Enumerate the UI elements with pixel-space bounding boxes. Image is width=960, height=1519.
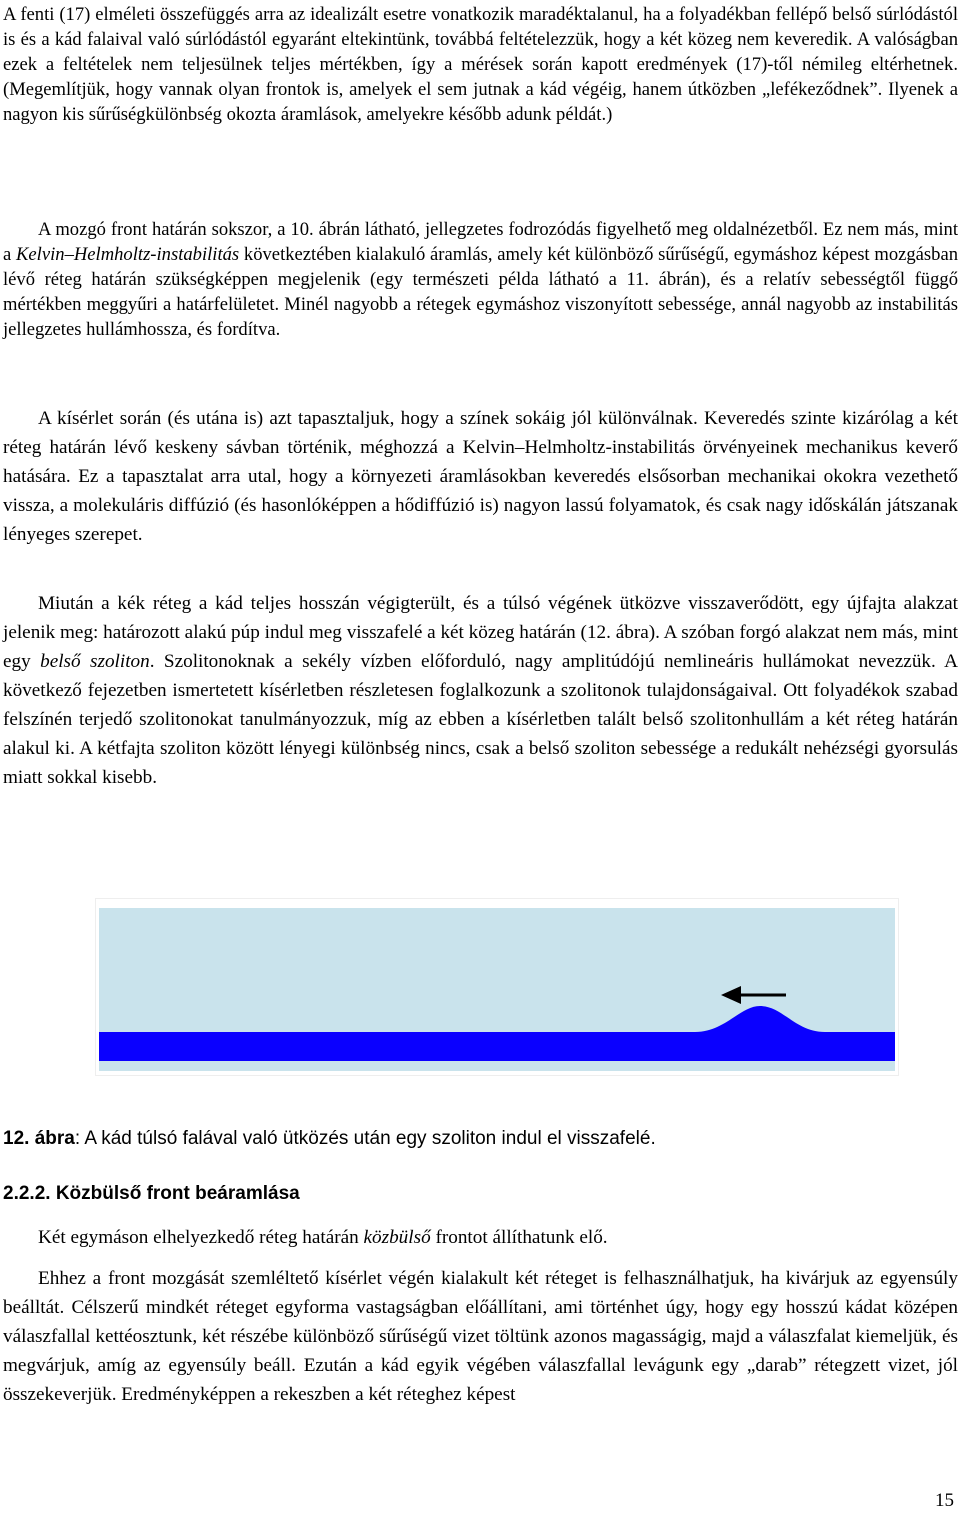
paragraph-intermediate-front: Két egymáson elhelyezkedő réteg határán közbülső frontot állíthatunk elő. xyxy=(38,1227,608,1248)
term-intermediate: közbülső xyxy=(363,1227,431,1248)
paragraph-mixing: A kísérlet során (és utána is) azt tapasztaljuk, hogy a színek sokáig jól különválnak. Keveredés szinte kizárólag a két réteg határán lévő keskeny sávban történik, méghozzá a Kelvin–Helmholtz-instabilitás örvényeinek mechanikus keverő hatására. Ez a tapasztalat arra utal, hogy a környezeti áramlásokban keveredés elsősorban mechanikai okokra vezethető vissza, a molekuláris diffúzió (és hasonlóképpen a hődiffúzió is) nagyon lassú folyamatok, és csak nagy időskálán játszanak lényeges szerepet. xyxy=(3,408,958,545)
figure-caption xyxy=(3,1126,656,1152)
page-number: 15 xyxy=(935,1490,954,1511)
soliton-illustration xyxy=(95,898,899,1076)
term-kelvin-helmholtz: Kelvin–Helmholtz-instabilitás xyxy=(16,244,240,265)
figure-label: 12. ábra xyxy=(3,1128,75,1149)
section-heading: 2.2.2. Közbülső front beáramlása xyxy=(3,1183,300,1204)
figure-caption-text: : A kád túlsó falával való ütközés után egy szoliton indul el visszafelé. xyxy=(74,1128,656,1149)
paragraph-experiment-setup: Ehhez a front mozgását szemléltető kísérlet végén kialakult két réteget is felhasználhatjuk, ha kivárjuk az egyensúly beálltát. Célszerű mindkét réteget egyforma vastagságban előállítani, ami történhet úgy, hogy egy hosszú kádat középen válaszfallal kettéosztunk, két részébe különböző sűrűségű vizet töltünk azonos magasságig, majd a válaszfalat kiemeljük, és megvárjuk, amíg az egyensúly beáll. Ezután a kád egyik végében válaszfallal levágunk egy „darab” rétegzett vizet, jól összekeverjük. Eredményképpen a rekeszben a két réteghez képest xyxy=(3,1268,958,1405)
paragraph-soliton: Miután a kék réteg a kád teljes hosszán végigterült, és a túlsó végének ütközve visszaverődött, egy újfajta alakzat jelenik meg: határozott alakú púp indul meg visszafelé a két közeg határán (12. ábra). A szóban forgó alakzat nem más, mint egy belső szoliton. Szolitonoknak a sekély vízben előforduló, nagy amplitúdójú nemlineáris hullámokat nevezzük. A következő fejezetben ismertetett kísérletben részletesen foglalkozunk a szolitonok tulajdonságaival. Ott folyadékok szabad felszínén terjedő szolitonokat tanulmányozzuk, míg az ebben a kísérletben talált belső szolitonhullám a két réteg határán alakul ki. A kétfajta szoliton között lényegi különbség nincs, csak a belső szoliton sebessége a redukált nehézségi gyorsulás miatt sokkal kisebb. xyxy=(3,593,958,788)
figure-12-soliton xyxy=(95,898,899,1076)
term-internal-soliton: belső szoliton xyxy=(40,651,150,672)
paragraph-kelvin-helmholtz: A mozgó front határán sokszor, a 10. ábrán látható, jellegzetes fodrozódás figyelhető meg oldalnézetből. Ez nem más, mint a Kelvin–Helmholtz-instabilitás következtében kialakuló áramlás, amely két különböző sűrűségű, egymáshoz képest mozgásban lévő réteg határán szükségképpen megjelenik (egy természeti példa látható a 11. ábrán), és a relatív sebességtől függő mértékben meggyűri a határfelületet. Minél nagyobb a rétegek egymáshoz viszonyított sebessége, annál nagyobb az instabilitás jellegzetes hullámhossza, és fordítva. xyxy=(3,219,959,340)
paragraph-kh-intro: A fenti (17) elméleti összefüggés arra az idealizált esetre vonatkozik maradéktalanul, ha a folyadékban fellépő belső súrlódástól is és a kád falaival való súrlódástól egyaránt eltekintünk, továbbá feltételezzük, hogy a két közeg nem keveredik. A valóságban ezek a feltételek nem teljesülnek teljes mértékben, így a mérések során kapott eredmények (17)-től némileg eltérhetnek. (Megemlítjük, hogy vannak olyan frontok is, amelyek el sem jutnak a kád végéig, hanem útközben „lefékeződnek”. Ilyenek a nagyon kis sűrűségkülönbség okozta áramlások, amelyekre később adunk példát.) xyxy=(3,4,958,125)
